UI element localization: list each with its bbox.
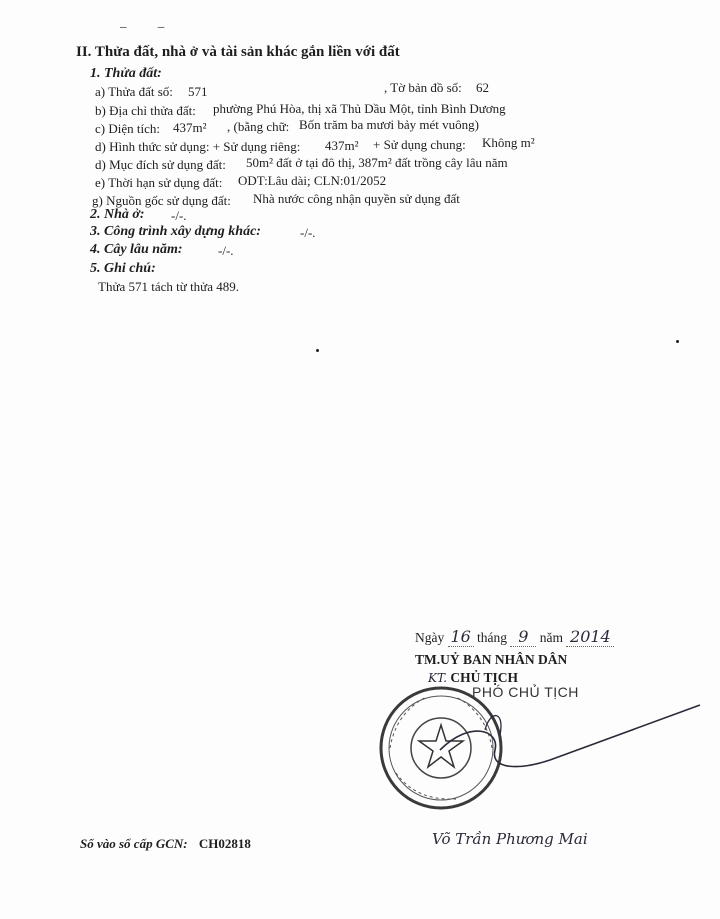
house-value: -/-. [171,208,187,223]
registry-value: CH02818 [198,836,251,851]
role-prefix: KT. [428,671,448,685]
land-d1-label: d) Hình thức sử dụng: + Sử dụng riêng: [95,139,301,154]
land-c-words-value: Bốn trăm ba mươi bảy mét vuông) [299,117,480,132]
land-d2-label: d) Mục đích sử dụng đất: [95,157,226,172]
land-c-words-label: , (bằng chữ: [227,119,290,134]
land-d1-common-label: + Sử dụng chung: [373,137,466,152]
land-c-label: c) Diện tích: [95,121,160,136]
land-g-value: Nhà nước công nhận quyền sử dụng đất [253,191,460,206]
land-b-value: phường Phú Hòa, thị xã Thủ Dầu Một, tỉnh Bình Dương [213,101,506,116]
map-label: , Tờ bản đồ số: [384,80,462,95]
house-heading: 2. Nhà ở: [90,207,145,222]
date-year: 2014 [566,627,614,647]
map-value: 62 [476,80,489,95]
role-title: CHỦ TỊCH [450,670,519,685]
signature-stroke [400,690,710,810]
land-e-label: e) Thời hạn sử dụng đất: [95,175,223,190]
date-prefix: Ngày [415,630,445,645]
construction-value: -/-. [300,225,316,240]
year-label: năm [539,630,563,645]
land-d2-value: 50m² đất ở tại đô thị, 387m² đất trồng cây lâu năm [246,155,508,170]
org-name: TM.UỶ BAN NHÂN DÂN [415,652,568,667]
scan-dot [676,340,679,343]
date-day: 16 [448,627,474,647]
trees-heading: 4. Cây lâu năm: [90,242,183,257]
registry-line [80,836,251,852]
land-a-value: 571 [188,84,208,99]
top-marks: _ _ [120,14,179,29]
notes-value: Thửa 571 tách từ thửa 489. [98,279,239,294]
trees-value: -/-. [218,243,234,258]
date-line [415,627,614,647]
role-stamp: PHÓ CHỦ TỊCH [472,684,579,700]
scan-dot [316,349,319,352]
land-heading: 1. Thửa đất: [90,66,162,81]
month-label: tháng [477,630,507,645]
registry-label: Số vào sổ cấp GCN: [80,836,188,851]
section-title: II. Thửa đất, nhà ở và tài sản khác gắn liền với đất [76,44,400,60]
notes-heading: 5. Ghi chú: [90,261,156,276]
date-month: 9 [510,627,536,647]
land-d1-private: 437m² [325,138,359,153]
land-e-value: ODT:Lâu dài; CLN:01/2052 [238,173,387,188]
land-g-label: g) Nguồn gốc sử dụng đất: [92,193,231,208]
land-c-value: 437m² [173,120,207,135]
land-b-label: b) Địa chỉ thửa đất: [95,103,196,118]
signer-name: Võ Trần Phương Mai [432,830,588,848]
construction-heading: 3. Công trình xây dựng khác: [90,224,261,239]
land-a-label: a) Thửa đất số: [95,84,173,99]
land-d1-common: Không m² [482,135,535,150]
